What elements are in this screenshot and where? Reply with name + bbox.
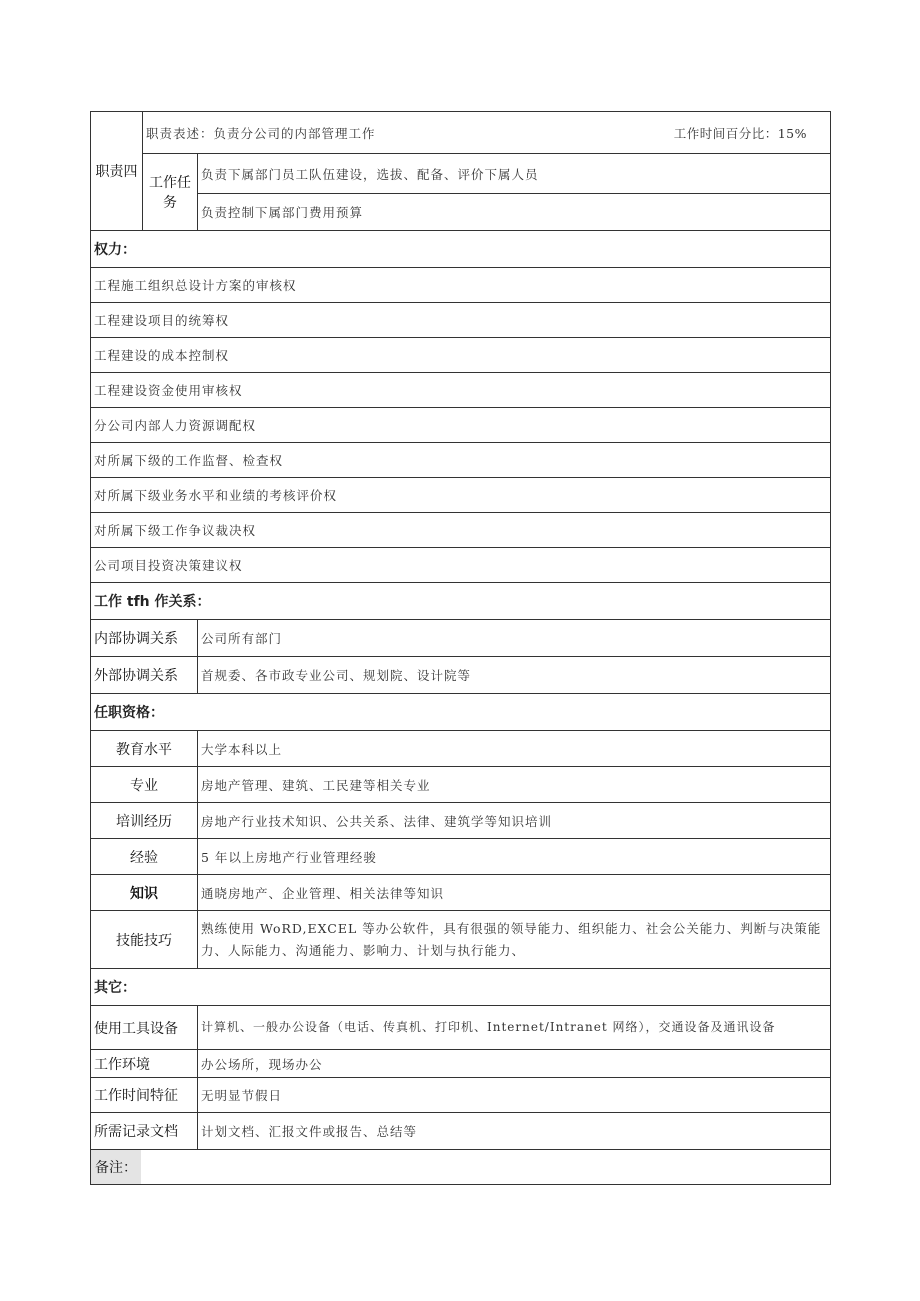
relation-label: 外部协调关系	[91, 657, 198, 694]
other-label: 所需记录文档	[91, 1113, 198, 1150]
qualification-label: 知识	[91, 875, 198, 911]
authority-heading: 权力：	[91, 231, 831, 268]
qualification-value: 5 年以上房地产行业管理经骏	[198, 839, 831, 875]
duty-description: 职责表述：负责分公司的内部管理工作	[146, 125, 376, 141]
other-label: 使用工具设备	[91, 1006, 198, 1050]
job-description-table	[90, 111, 830, 1185]
relation-label: 内部协调关系	[91, 620, 198, 657]
task-item: 负责控制下属部门费用预算	[198, 194, 831, 231]
qualification-label: 专业	[91, 767, 198, 803]
relation-value: 首规委、各市政专业公司、规划院、设计院等	[198, 657, 831, 694]
qualification-value: 房地产管理、建筑、工民建等相关专业	[198, 767, 831, 803]
time-percent: 工作时间百分比：15%	[673, 125, 807, 141]
authority-item: 公司项目投资决策建议权	[91, 548, 831, 583]
qualification-value: 通晓房地产、企业管理、相关法律等知识	[198, 875, 831, 911]
task-label: 工作任务	[143, 154, 198, 231]
qualification-label: 经验	[91, 839, 198, 875]
other-value: 计算机、一般办公设备（电话、传真机、打印机、Internet/Intranet 网络），交通设备及通讯设备	[198, 1006, 831, 1050]
other-label: 工作时间特征	[91, 1078, 198, 1113]
relation-value: 公司所有部门	[198, 620, 831, 657]
task-item: 负责下属部门员工队伍建设，选拔、配备、评价下属人员	[198, 154, 831, 194]
other-value: 计划文档、汇报文件或报告、总结等	[198, 1113, 831, 1150]
other-label: 工作环境	[91, 1050, 198, 1078]
authority-item: 对所属下级业务水平和业绩的考核评价权	[91, 478, 831, 513]
qualifications-heading: 任职资格：	[91, 694, 831, 731]
other-value: 办公场所，现场办公	[198, 1050, 831, 1078]
qualification-label: 教育水平	[91, 731, 198, 767]
remarks-row	[91, 1150, 831, 1185]
duty-label: 职责四	[91, 112, 143, 231]
other-heading: 其它：	[91, 969, 831, 1006]
qualification-value: 房地产行业技术知识、公共关系、法律、建筑学等知识培训	[198, 803, 831, 839]
relations-heading: 工作 tfh 作关系：	[91, 583, 831, 620]
qualification-value: 大学本科以上	[198, 731, 831, 767]
qualification-value: 熟练使用 WoRD,EXCEL 等办公软件，具有很强的领导能力、组织能力、社会公关能力、判断与决策能力、人际能力、沟通能力、影响力、计划与执行能力、	[198, 911, 831, 969]
qualification-label: 技能技巧	[91, 911, 198, 969]
authority-item: 工程建设项目的统筹权	[91, 303, 831, 338]
authority-item: 工程建设的成本控制权	[91, 338, 831, 373]
remarks-label: 备注：	[91, 1150, 141, 1184]
qualification-label: 培训经历	[91, 803, 198, 839]
authority-item: 分公司内部人力资源调配权	[91, 408, 831, 443]
authority-item: 工程施工组织总设计方案的审核权	[91, 268, 831, 303]
authority-item: 对所属下级工作争议裁决权	[91, 513, 831, 548]
duty-description-cell	[143, 112, 831, 154]
other-value: 无明显节假日	[198, 1078, 831, 1113]
authority-item: 工程建设资金使用审核权	[91, 373, 831, 408]
authority-item: 对所属下级的工作监督、检查权	[91, 443, 831, 478]
